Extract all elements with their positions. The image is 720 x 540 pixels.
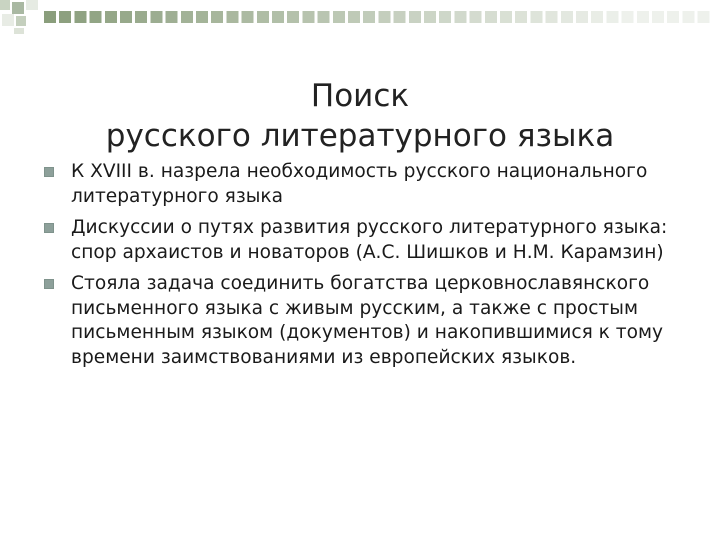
list-item: [44, 160, 684, 209]
header-square: [576, 11, 588, 23]
header-square: [424, 11, 436, 23]
header-square: [515, 11, 527, 23]
header-square: [500, 11, 512, 23]
header-squares-decoration: [0, 0, 720, 34]
header-square: [606, 11, 618, 23]
header-square: [622, 11, 634, 23]
header-square: [546, 11, 558, 23]
header-square: [318, 11, 330, 23]
header-square: [652, 11, 664, 23]
header-square: [135, 11, 147, 23]
title-line-2: русского литературного языка: [105, 117, 615, 154]
header-square: [682, 11, 694, 23]
header-square: [470, 11, 482, 23]
header-square: [242, 11, 254, 23]
header-square: [272, 11, 284, 23]
header-square: [378, 11, 390, 23]
header-square: [667, 11, 679, 23]
list-item: [44, 272, 684, 370]
header-square: [637, 11, 649, 23]
header-square: [348, 11, 360, 23]
header-square: [150, 11, 162, 23]
header-square: [409, 11, 421, 23]
header-square: [333, 11, 345, 23]
header-square: [454, 11, 466, 23]
header-square: [257, 11, 269, 23]
title-line-1: Поиск: [310, 77, 410, 114]
header-square: [287, 11, 299, 23]
header-square: [561, 11, 573, 23]
header-square: [90, 11, 102, 23]
decorative-header-strip: [0, 0, 720, 34]
header-square: [302, 11, 314, 23]
bullet-list: [44, 160, 684, 377]
header-square: [363, 11, 375, 23]
header-square: [591, 11, 603, 23]
header-square: [196, 11, 208, 23]
header-square: [74, 11, 86, 23]
header-square: [698, 11, 710, 23]
bullet-text: Дискуссии о путях развития русского литературного языка: спор архаистов и новаторов (А.С. Шишков и Н.М. Карамзин): [71, 217, 668, 263]
header-square: [44, 11, 56, 23]
header-square: [120, 11, 132, 23]
bullet-text: К XVIII в. назрела необходимость русского национального литературного языка: [71, 161, 648, 207]
square-bullet-icon: [44, 167, 54, 177]
header-square: [439, 11, 451, 23]
header-square: [211, 11, 223, 23]
header-square: [59, 11, 71, 23]
header-square: [226, 11, 238, 23]
header-square: [485, 11, 497, 23]
header-square: [166, 11, 178, 23]
slide-title: [0, 76, 720, 156]
header-square: [530, 11, 542, 23]
header-square: [394, 11, 406, 23]
list-item: [44, 216, 684, 265]
square-bullet-icon: [44, 279, 54, 289]
square-bullet-icon: [44, 223, 54, 233]
header-square: [181, 11, 193, 23]
header-square: [105, 11, 117, 23]
bullet-text: Стояла задача соединить богатства церковнославянского письменного языка с живым русским, а также с простым письменным языком (документов) и накопившимися к тому времени заимствованиями из европейских языков.: [71, 273, 664, 368]
